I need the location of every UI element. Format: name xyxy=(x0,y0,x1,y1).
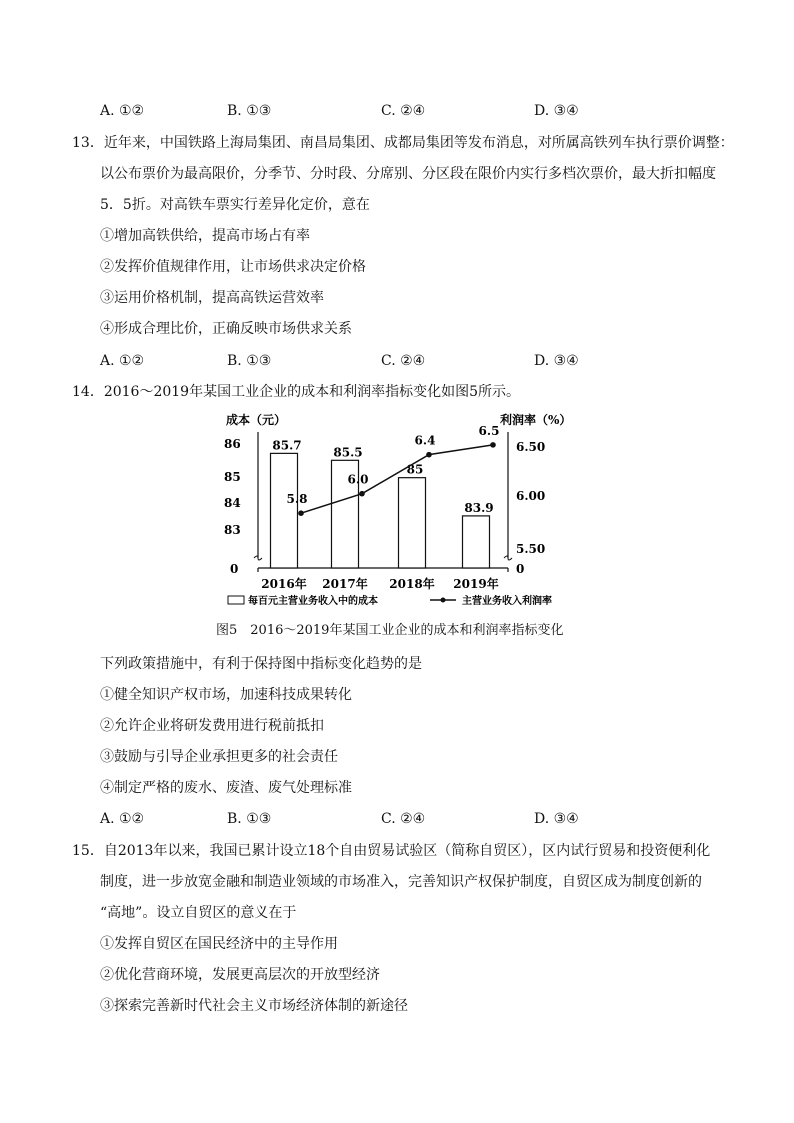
q14-question: 下列政策措施中，有利于保持图中指标变化趋势的是 xyxy=(100,656,422,672)
q14-item-2: ②允许企业将研发费用进行税前抵扣 xyxy=(100,718,324,734)
bar-value-label: 85 xyxy=(406,462,424,477)
bar-value-label: 85.7 xyxy=(272,438,302,453)
line-value-label: 6.0 xyxy=(347,472,369,487)
right-tick-label: 0 xyxy=(516,562,525,576)
bar-2018 xyxy=(399,478,426,568)
left-tick-label: 84 xyxy=(224,496,241,510)
option-c[interactable]: C. ②④ xyxy=(381,353,426,369)
q13-stem-line-3: 5．5折。对高铁车票实行差异化定价，意在 xyxy=(100,197,370,213)
x-tick-label: 2018年 xyxy=(389,577,435,591)
q14-item-1: ①健全知识产权市场，加速科技成果转化 xyxy=(100,687,352,703)
legend-bar-label: 每百元主营业务收入中的成本 xyxy=(248,596,378,607)
line-point xyxy=(298,510,304,516)
q14-item-3: ③鼓励与引导企业承担更多的社会责任 xyxy=(100,749,338,765)
line-point xyxy=(426,452,432,458)
q13-stem-line-2: 以公布票价为最高限价，分季节、分时段、分席别、分区段在限价内实行多档次票价，最大折扣幅度 xyxy=(100,166,716,182)
bar-value-label: 85.5 xyxy=(333,445,363,460)
left-axis-title: 成本（元） xyxy=(226,413,287,427)
left-tick-label: 86 xyxy=(224,437,241,451)
option-d[interactable]: D. ③④ xyxy=(534,103,579,119)
q13-item-4: ④形成合理比价，正确反映市场供求关系 xyxy=(100,321,352,337)
bar-value-label: 83.9 xyxy=(464,500,494,515)
figure-caption: 图5 2016～2019年某国工业企业的成本和利润率指标变化 xyxy=(216,623,564,638)
option-a[interactable]: A. ①② xyxy=(100,811,145,827)
left-tick-label: 85 xyxy=(224,470,241,484)
cost-profit-chart xyxy=(220,410,580,610)
x-tick-label: 2017年 xyxy=(322,577,368,591)
q15-stem-line-2: 制度，进一步放宽金融和制造业领域的市场准入，完善知识产权保护制度，自贸区成为制度创新的 xyxy=(100,874,702,890)
q13-item-2: ②发挥价值规律作用，让市场供求决定价格 xyxy=(100,259,366,275)
legend-line-marker xyxy=(441,598,446,603)
q13-item-1: ①增加高铁供给，提高市场占有率 xyxy=(100,228,310,244)
left-tick-label: 0 xyxy=(230,562,239,576)
right-tick-label: 6.50 xyxy=(516,440,546,454)
option-d[interactable]: D. ③④ xyxy=(534,353,579,369)
option-b[interactable]: B. ①③ xyxy=(227,353,272,369)
option-c[interactable]: C. ②④ xyxy=(381,811,426,827)
option-b[interactable]: B. ①③ xyxy=(227,103,272,119)
right-axis-title: 利润率（%） xyxy=(500,413,572,427)
x-tick-label: 2019年 xyxy=(453,577,499,591)
bar-2016 xyxy=(271,453,298,568)
q13-item-3: ③运用价格机制，提高高铁运营效率 xyxy=(100,290,324,306)
line-point xyxy=(490,442,496,448)
x-tick-label: 2016年 xyxy=(261,577,307,591)
q15-stem-line-1: 15．自2013年以来，我国已累计设立18个自由贸易试验区（简称自贸区），区内试行贸易和投资便利化 xyxy=(72,843,711,859)
right-tick-label: 5.50 xyxy=(516,542,546,556)
option-c[interactable]: C. ②④ xyxy=(381,103,426,119)
q15-item-2: ②优化营商环境，发展更高层次的开放型经济 xyxy=(100,967,380,983)
q14-stem: 14．2016～2019年某国工业企业的成本和利润率指标变化如图5所示。 xyxy=(72,384,520,400)
option-a[interactable]: A. ①② xyxy=(100,353,145,369)
q15-item-3: ③探索完善新时代社会主义市场经济体制的新途径 xyxy=(100,998,408,1014)
line-value-label: 6.5 xyxy=(478,423,500,438)
right-tick-label: 6.00 xyxy=(516,489,546,503)
q14-item-4: ④制定严格的废水、废渣、废气处理标准 xyxy=(100,780,352,796)
q15-stem-line-3: “高地”。设立自贸区的意义在于 xyxy=(100,905,297,921)
q13-stem-line-1: 13．近年来，中国铁路上海局集团、南昌局集团、成都局集团等发布消息，对所属高铁列车执行票价调整： xyxy=(72,135,734,151)
line-value-label: 5.8 xyxy=(286,492,308,507)
option-b[interactable]: B. ①③ xyxy=(227,811,272,827)
legend-bar-swatch xyxy=(228,596,244,604)
legend-line-label: 主营业务收入利润率 xyxy=(462,596,552,607)
option-d[interactable]: D. ③④ xyxy=(534,811,579,827)
option-a[interactable]: A. ①② xyxy=(100,103,145,119)
line-value-label: 6.4 xyxy=(414,433,436,448)
bar-2019 xyxy=(463,516,490,568)
left-tick-label: 83 xyxy=(224,523,241,537)
left-axis-break xyxy=(254,556,262,560)
q15-item-1: ①发挥自贸区在国民经济中的主导作用 xyxy=(100,936,338,952)
line-point xyxy=(359,491,365,497)
right-axis-break xyxy=(504,556,512,560)
